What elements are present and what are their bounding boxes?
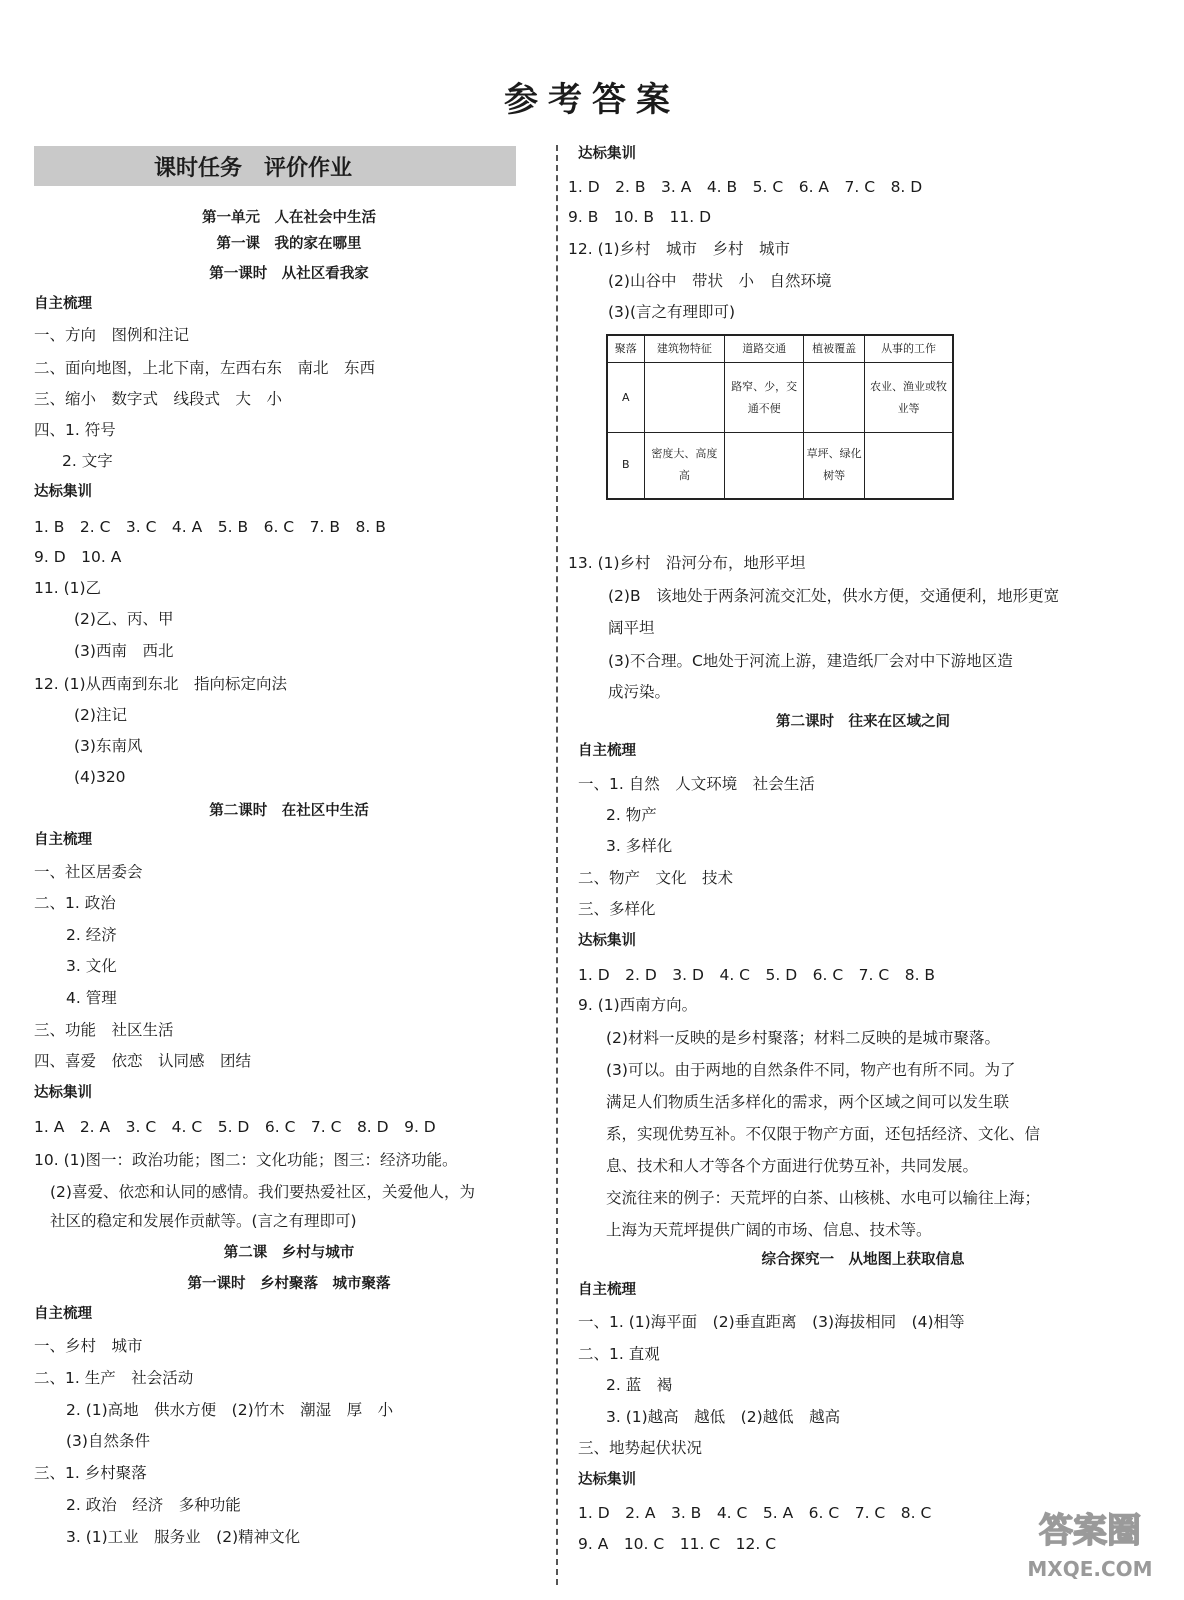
lesson-title: 综合探究一 从地图上获取信息 bbox=[761, 1252, 965, 1268]
answer-line: 三、1. 乡村聚落 bbox=[34, 1464, 147, 1482]
answer-line: (3)不合理。C地处于河流上游，建造纸厂会对中下游地区造 bbox=[608, 652, 1013, 670]
answer-line: 三、多样化 bbox=[578, 900, 656, 918]
table-header-cell: 聚落 bbox=[607, 335, 644, 363]
table-cell: 农业、渔业或牧业等 bbox=[865, 363, 953, 433]
answer-line: 11. (1)乙 bbox=[34, 579, 102, 597]
answer-line: (3)自然条件 bbox=[66, 1432, 150, 1450]
answer-line: 1. A 2. A 3. C 4. C 5. D 6. C 7. C 8. D 9. D bbox=[34, 1118, 436, 1136]
settlement-table bbox=[606, 334, 954, 500]
table-cell: 路窄、少，交通不便 bbox=[725, 363, 804, 433]
answer-line: 2. 蓝 褐 bbox=[606, 1376, 673, 1394]
answer-line: 二、1. 生产 社会活动 bbox=[34, 1369, 194, 1387]
answer-line: 1. D 2. B 3. A 4. B 5. C 6. A 7. C 8. D bbox=[568, 178, 923, 196]
answer-line: (3)(言之有理即可) bbox=[608, 303, 736, 321]
section-heading: 自主梳理 bbox=[578, 743, 636, 759]
answer-line: 2. 文字 bbox=[62, 452, 113, 470]
answer-line: 三、缩小 数字式 线段式 大 小 bbox=[34, 390, 283, 408]
answer-line: (3)可以。由于两地的自然条件不同，物产也有所不同。为了 bbox=[606, 1061, 1016, 1079]
lesson-title: 第一课 我的家在哪里 bbox=[216, 236, 362, 252]
section-heading: 自主梳理 bbox=[578, 1282, 636, 1298]
column-divider bbox=[556, 145, 558, 1585]
answer-line: 2. 政治 经济 多种功能 bbox=[66, 1496, 241, 1514]
lesson-title: 第二课 乡村与城市 bbox=[223, 1245, 355, 1261]
table-cell: B bbox=[607, 433, 644, 499]
answer-line: 满足人们物质生活多样化的需求，两个区域之间可以发生联 bbox=[606, 1093, 1010, 1111]
answer-line: (2)乙、丙、甲 bbox=[74, 610, 174, 628]
answer-line: (2)材料一反映的是乡村聚落；材料二反映的是城市聚落。 bbox=[606, 1029, 1000, 1047]
page-title: 参考答案 bbox=[504, 80, 680, 120]
answer-line: (2)注记 bbox=[74, 706, 127, 724]
table-header-cell: 植被覆盖 bbox=[804, 335, 865, 363]
answer-line: 息、技术和人才等各个方面进行优势互补，共同发展。 bbox=[606, 1157, 979, 1175]
answer-line: (2)B 该地处于两条河流交汇处，供水方便，交通便利，地形更宽 bbox=[608, 587, 1060, 605]
answer-line: 1. B 2. C 3. C 4. A 5. B 6. C 7. B 8. B bbox=[34, 518, 386, 536]
answer-line: (2)喜爱、依恋和认同的感情。我们要热爱社区，关爱他人，为 bbox=[50, 1183, 475, 1201]
answer-line: 3. (1)越高 越低 (2)越低 越高 bbox=[606, 1408, 841, 1426]
lesson-title: 第二课时 往来在区域之间 bbox=[776, 714, 950, 730]
table-header-cell: 道路交通 bbox=[725, 335, 804, 363]
answer-line: 一、1. (1)海平面 (2)垂直距离 (3)海拔相同 (4)相等 bbox=[578, 1313, 965, 1331]
section-heading: 达标集训 bbox=[34, 1085, 92, 1101]
answer-line: 3. 多样化 bbox=[606, 837, 673, 855]
answer-line: 9. B 10. B 11. D bbox=[568, 208, 712, 226]
answer-line: 1. D 2. D 3. D 4. C 5. D 6. C 7. C 8. B bbox=[578, 966, 936, 984]
section-heading: 达标集训 bbox=[578, 1472, 636, 1488]
table-row bbox=[607, 363, 953, 433]
table-header-cell: 建筑物特征 bbox=[644, 335, 725, 363]
section-heading: 自主梳理 bbox=[34, 296, 92, 312]
answer-line: (3)东南风 bbox=[74, 737, 143, 755]
answer-line: 一、乡村 城市 bbox=[34, 1337, 143, 1355]
answer-line: 一、社区居委会 bbox=[34, 863, 143, 881]
answer-line: 四、1. 符号 bbox=[34, 421, 116, 439]
answer-line: 阔平坦 bbox=[608, 619, 655, 637]
answer-line: 12. (1)从西南到东北 指向标定向法 bbox=[34, 675, 288, 693]
answer-line: (2)山谷中 带状 小 自然环境 bbox=[608, 272, 832, 290]
lesson-title: 第一单元 人在社会中生活 bbox=[202, 210, 376, 226]
table-cell: A bbox=[607, 363, 644, 433]
table-row bbox=[607, 433, 953, 499]
table-cell: 草坪、绿化树等 bbox=[804, 433, 865, 499]
lesson-title: 第一课时 乡村聚落 城市聚落 bbox=[187, 1276, 391, 1292]
section-heading: 自主梳理 bbox=[34, 832, 92, 848]
table-header-row bbox=[607, 335, 953, 363]
table-header-cell: 从事的工作 bbox=[865, 335, 953, 363]
table-cell: 密度大、高度高 bbox=[644, 433, 725, 499]
lesson-title: 第一课时 从社区看我家 bbox=[209, 266, 369, 282]
section-heading: 达标集训 bbox=[578, 146, 636, 162]
section-heading: 达标集训 bbox=[578, 933, 636, 949]
answer-line: 2. 物产 bbox=[606, 806, 657, 824]
table-cell bbox=[865, 433, 953, 499]
section-heading: 自主梳理 bbox=[34, 1306, 92, 1322]
answer-line: 13. (1)乡村 沿河分布，地形平坦 bbox=[568, 554, 806, 572]
answer-line: 四、喜爱 依恋 认同感 团结 bbox=[34, 1052, 252, 1070]
answer-line: (3)西南 西北 bbox=[74, 642, 174, 660]
answer-line: 二、1. 政治 bbox=[34, 894, 116, 912]
answer-line: 9. (1)西南方向。 bbox=[578, 996, 698, 1014]
answer-line: 9. D 10. A bbox=[34, 548, 122, 566]
answer-line: 上海为天荒坪提供广阔的市场、信息、技术等。 bbox=[606, 1221, 932, 1239]
answer-line: 3. 文化 bbox=[66, 957, 117, 975]
answer-line: 三、功能 社区生活 bbox=[34, 1021, 174, 1039]
answer-line: 4. 管理 bbox=[66, 989, 117, 1007]
answer-line: 二、物产 文化 技术 bbox=[578, 869, 734, 887]
answer-line: 2. (1)高地 供水方便 (2)竹木 潮湿 厚 小 bbox=[66, 1401, 394, 1419]
answer-line: 一、1. 自然 人文环境 社会生活 bbox=[578, 775, 815, 793]
answer-line: 3. (1)工业 服务业 (2)精神文化 bbox=[66, 1528, 301, 1546]
answer-line: 9. A 10. C 11. C 12. C bbox=[578, 1535, 777, 1553]
table-cell bbox=[804, 363, 865, 433]
section-heading: 达标集训 bbox=[34, 484, 92, 500]
lesson-title: 第二课时 在社区中生活 bbox=[209, 803, 369, 819]
answer-line: 三、地势起伏状况 bbox=[578, 1439, 703, 1457]
answer-line: 交流往来的例子：天荒坪的白茶、山核桃、水电可以输往上海； bbox=[606, 1189, 1041, 1207]
watermark-text: 答案圈 bbox=[1039, 1511, 1141, 1551]
watermark-logo bbox=[1020, 1500, 1160, 1585]
answer-line: 2. 经济 bbox=[66, 926, 117, 944]
answer-line: 10. (1)图一：政治功能；图二：文化功能；图三：经济功能。 bbox=[34, 1151, 458, 1169]
answer-line: 12. (1)乡村 城市 乡村 城市 bbox=[568, 240, 791, 258]
answer-line: 1. D 2. A 3. B 4. C 5. A 6. C 7. C 8. C bbox=[578, 1504, 932, 1522]
answer-line: (4)320 bbox=[74, 768, 126, 786]
answer-line: 成污染。 bbox=[608, 683, 671, 701]
answer-line: 一、方向 图例和注记 bbox=[34, 326, 190, 344]
table-cell bbox=[644, 363, 725, 433]
section-banner: 课时任务 评价作业 bbox=[34, 146, 516, 186]
table-cell bbox=[725, 433, 804, 499]
answer-line: 系，实现优势互补。不仅限于物产方面，还包括经济、文化、信 bbox=[606, 1125, 1041, 1143]
answer-line: 二、1. 直观 bbox=[578, 1345, 660, 1363]
answer-line: 二、面向地图，上北下南，左西右东 南北 东西 bbox=[34, 359, 376, 377]
watermark-url: MXQE.COM bbox=[1027, 1557, 1153, 1581]
answer-line: 社区的稳定和发展作贡献等。(言之有理即可) bbox=[50, 1212, 357, 1230]
